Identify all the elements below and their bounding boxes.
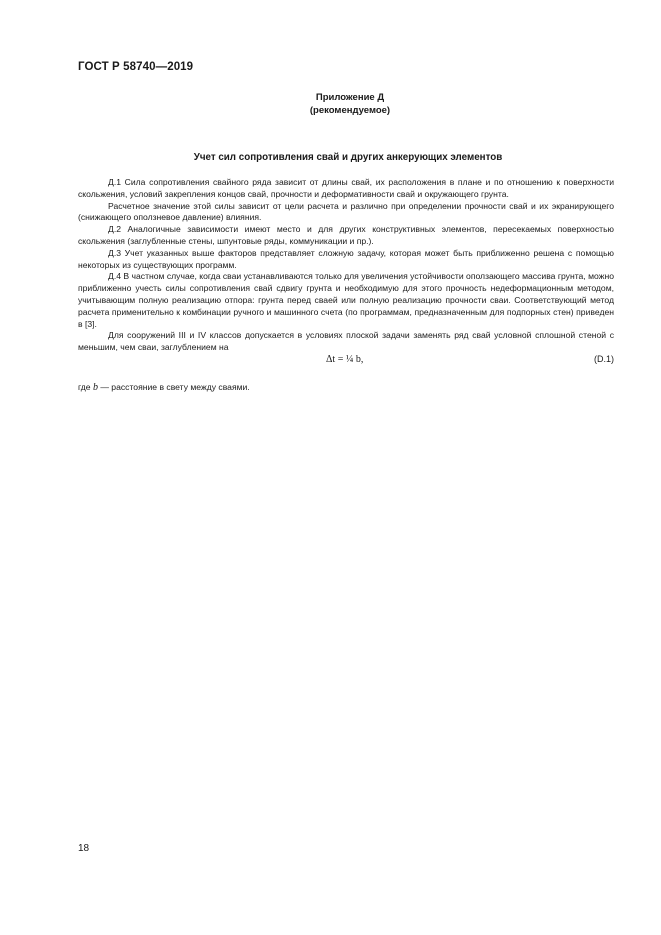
appendix-title: Приложение Д [315,92,385,103]
paragraph-class-iii-iv: Для сооружений III и IV классов допускается в условиях плоской задачи заменять ряд свай условной сплошной стеной с меньшим, чем сваи, заглублением на [78,330,614,353]
appendix-status: (рекомендуемое) [309,105,391,116]
where-text: — расстояние в свету между сваями. [100,382,250,392]
section-title: Учет сил сопротивления свай и других анкерующих элементов [193,152,503,163]
paragraph-d1: Д.1 Сила сопротивления свайного ряда зависит от длины свай, их расположения в плане и по отношению к поверхности скольжения, условий закрепления концов свай, прочности и деформативности свай и окружающего грунта. [78,177,614,199]
paragraph-d2: Д.2 Аналогичные зависимости имеют место и для других конструктивных элементов, пересекаемых поверхностью скольжения (заглубленные стены, шпунтовые ряды, коммуникации и пр.). [78,224,614,246]
document-header: ГОСТ Р 58740—2019 [78,61,194,73]
paragraph-d4: Д.4 В частном случае, когда сваи устанавливаются только для увеличения устойчивости оползающего массива грунта, можно приближенно учесть силы сопротивления свай сдвигу грунта и необходимую для этого прочность недеформационным методом, учитывающим полную реализацию отпора: грунта перед сваей или полную реализацию прочности сваи. Соответствующий метод расчета применительно к комбинации ручного и машинного счета (по программам, предназначенным для подпорных стен) приведен в [3]. [78,271,614,329]
where-prefix: где [78,382,91,392]
where-variable: b [92,382,98,393]
formula-number: (D.1) [594,354,614,364]
where-clause [78,382,250,393]
page-number: 18 [78,843,90,854]
formula-expression: Δt = ¼ b, [326,354,364,365]
formula-row [78,354,614,368]
paragraph-calc-value: Расчетное значение этой силы зависит от цели расчета и различно при определении прочности свай и их экранирующего (снижающего оползневое давление) влияния. [78,200,614,223]
paragraph-d3: Д.3 Учет указанных выше факторов представляет сложную задачу, которая может быть приближенно решена с помощью некоторых из существующих программ. [78,247,614,270]
body-text [78,177,614,354]
